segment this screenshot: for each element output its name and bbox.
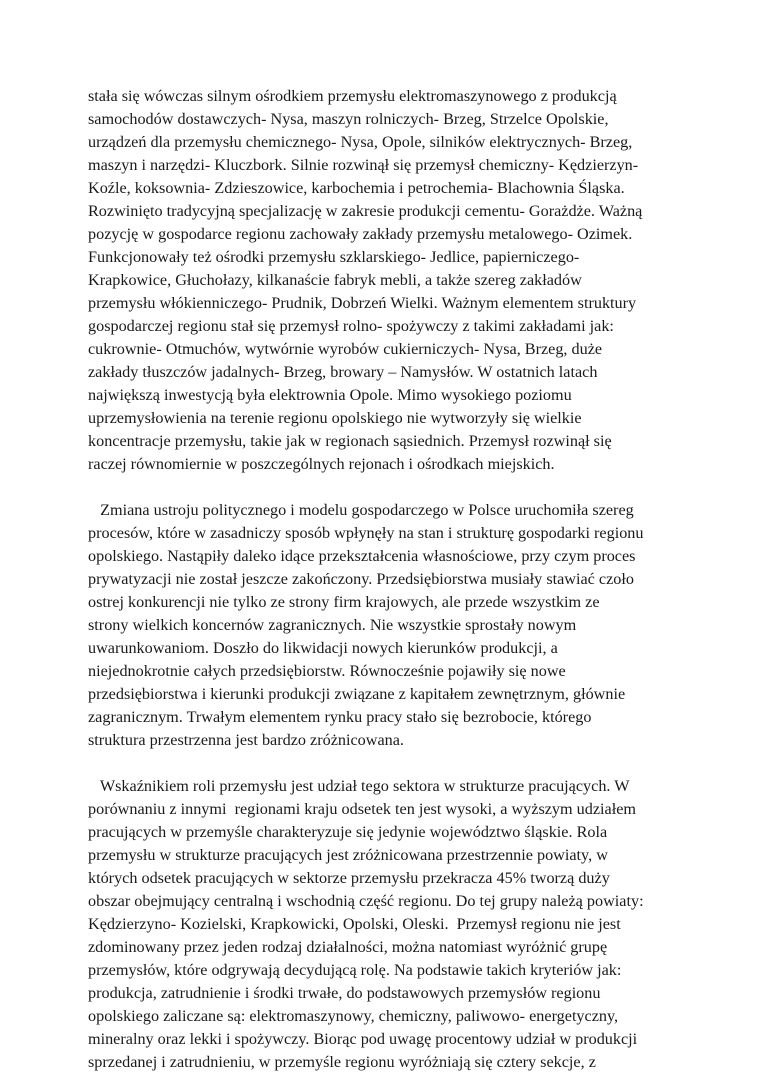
text-line: porównaniu z innymi regionami kraju odsetek ten jest wysoki, a wyższym udziałem: [88, 800, 636, 818]
text-line: strony wielkich koncernów zagranicznych. Nie wszystkie sprostały nowym: [88, 616, 577, 634]
text-line: opolskiego. Nastąpiły daleko idące przekształcenia własnościowe, przy czym proces: [88, 547, 636, 565]
text-line: opolskiego zaliczane są: elektromaszynowy, chemiczny, paliwowo- energetyczny,: [88, 1007, 619, 1025]
text-line: Wskaźnikiem roli przemysłu jest udział tego sektora w strukturze pracujących. W: [88, 777, 630, 795]
text-line: zakłady tłuszczów jadalnych- Brzeg, browary – Namysłów. W ostatnich latach: [88, 363, 598, 381]
text-line: których odsetek pracujących w sektorze przemysłu przekracza 45% tworzą duży: [88, 869, 610, 887]
text-line: koncentracje przemysłu, takie jak w regionach sąsiednich. Przemysł rozwinął się: [88, 432, 612, 450]
text-line: przemysłu włókienniczego- Prudnik, Dobrzeń Wielki. Ważnym elementem struktury: [88, 294, 637, 312]
text-line: maszyn i narzędzi- Kluczbork. Silnie rozwinął się przemysł chemiczny- Kędzierzyn-: [88, 156, 639, 174]
text-line: Kędzierzyno- Kozielski, Krapkowicki, Opolski, Oleski. Przemysł regionu nie jest: [88, 915, 621, 933]
text-line: stała się wówczas silnym ośrodkiem przemysłu elektromaszynowego z produkcją: [88, 87, 617, 105]
text-line: produkcja, zatrudnienie i środki trwałe, do podstawowych przemysłów regionu: [88, 984, 601, 1002]
text-line: przemysłu w strukturze pracujących jest zróżnicowana przestrzennie powiaty, w: [88, 846, 608, 864]
text-line: przedsiębiorstwa i kierunki produkcji związane z kapitałem zewnętrznym, głównie: [88, 685, 626, 703]
text-line: struktura przestrzenna jest bardzo zróżnicowana.: [88, 731, 404, 749]
text-line: samochodów dostawczych- Nysa, maszyn rolniczych- Brzeg, Strzelce Opolskie,: [88, 110, 609, 128]
text-line: gospodarczej regionu stał się przemysł rolno- spożywczy z takimi zakładami jak:: [88, 317, 614, 335]
text-line: uwarunkowaniom. Doszło do likwidacji nowych kierunków produkcji, a: [88, 639, 558, 657]
text-line: raczej równomiernie w poszczególnych rejonach i ośrodkach miejskich.: [88, 455, 555, 473]
text-line: zdominowany przez jeden rodzaj działalności, można natomiast wyróżnić grupę: [88, 938, 608, 956]
text-line: zagranicznym. Trwałym elementem rynku pracy stało się bezrobocie, którego: [88, 708, 592, 726]
text-line: obszar obejmujący centralną i wschodnią część regionu. Do tej grupy należą powiaty:: [88, 892, 644, 910]
document-page: [88, 85, 678, 1074]
text-line: przemysłów, które odgrywają decydującą rolę. Na podstawie takich kryteriów jak:: [88, 961, 622, 979]
text-line: ostrej konkurencji nie tylko ze strony firm krajowych, ale przede wszystkim ze: [88, 593, 600, 611]
paragraph-employment-structure: [88, 775, 678, 1074]
paragraph-industry-history: [88, 85, 678, 476]
text-line: uprzemysłowienia na terenie regionu opolskiego nie wytworzyły się wielkie: [88, 409, 582, 427]
text-line: cukrownie- Otmuchów, wytwórnie wyrobów cukierniczych- Nysa, Brzeg, duże: [88, 340, 603, 358]
text-line: pozycję w gospodarce regionu zachowały zakłady przemysłu metalowego- Ozimek.: [88, 225, 633, 243]
text-line: procesów, które w zasadniczy sposób wpłynęły na stan i strukturę gospodarki regionu: [88, 524, 644, 542]
text-line: pracujących w przemyśle charakteryzuje się jedynie województwo śląskie. Rola: [88, 823, 608, 841]
text-line: Zmiana ustroju politycznego i modelu gospodarczego w Polsce uruchomiła szereg: [88, 501, 634, 519]
text-line: Koźle, koksownia- Zdzieszowice, karbochemia i petrochemia- Blachownia Śląska.: [88, 179, 625, 197]
text-line: sprzedanej i zatrudnieniu, w przemyśle regionu wyróżniają się cztery sekcje, z: [88, 1053, 596, 1071]
text-line: Rozwinięto tradycyjną specjalizację w zakresie produkcji cementu- Gorażdże. Ważną: [88, 202, 643, 220]
text-line: niejednokrotnie całych przedsiębiorstw. Równocześnie pojawiły się nowe: [88, 662, 566, 680]
text-line: Funkcjonowały też ośrodki przemysłu szklarskiego- Jedlice, papierniczego-: [88, 248, 580, 266]
text-line: największą inwestycją była elektrownia Opole. Mimo wysokiego poziomu: [88, 386, 572, 404]
text-line: Krapkowice, Głuchołazy, kilkanaście fabryk mebli, a także szereg zakładów: [88, 271, 582, 289]
text-line: urządzeń dla przemysłu chemicznego- Nysa, Opole, silników elektrycznych- Brzeg,: [88, 133, 633, 151]
text-line: mineralny oraz lekki i spożywczy. Biorąc pod uwagę procentowy udział w produkcji: [88, 1030, 638, 1048]
text-line: prywatyzacji nie został jeszcze zakończony. Przedsiębiorstwa musiały stawiać czoło: [88, 570, 634, 588]
paragraph-system-change: [88, 499, 678, 752]
